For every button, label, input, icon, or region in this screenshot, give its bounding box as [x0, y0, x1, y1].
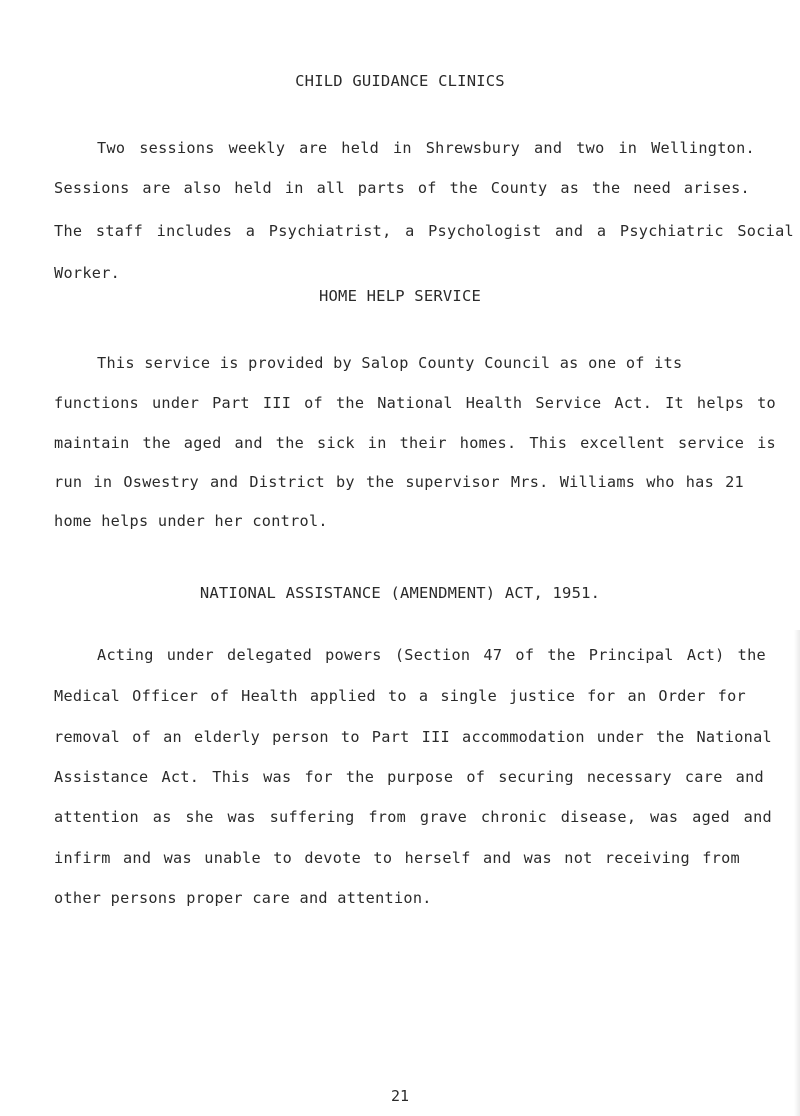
paragraph-line: Assistance Act. This was for the purpose of securing necessary care and: [54, 768, 764, 786]
paragraph-line: attention as she was suffering from grave chronic disease, was aged and: [54, 808, 772, 826]
paragraph-line: functions under Part III of the National Health Service Act. It helps to: [54, 394, 776, 412]
paragraph-line: The staff includes a Psychiatrist, a Psychologist and a Psychiatric Social: [54, 222, 794, 240]
paragraph-line: Sessions are also held in all parts of the County as the need arises.: [54, 179, 750, 197]
section-heading-home-help: HOME HELP SERVICE: [318, 287, 482, 305]
paragraph-line: home helps under her control.: [54, 512, 328, 530]
paragraph-line: This service is provided by Salop County Council as one of its: [97, 354, 683, 372]
page-number: 21: [390, 1087, 410, 1105]
paragraph-line: other persons proper care and attention.: [54, 889, 432, 907]
paragraph-line: maintain the aged and the sick in their homes. This excellent service is: [54, 434, 776, 452]
paragraph-line: run in Oswestry and District by the supervisor Mrs. Williams who has 21: [54, 473, 744, 491]
scan-edge-shadow: [794, 630, 800, 1116]
section-heading-national-assistance: NATIONAL ASSISTANCE (AMENDMENT) ACT, 1951.: [199, 584, 601, 602]
paragraph-line: removal of an elderly person to Part III accommodation under the National: [54, 728, 772, 746]
paragraph-line: Medical Officer of Health applied to a single justice for an Order for: [54, 687, 746, 705]
paragraph-line: Worker.: [54, 264, 121, 282]
section-heading-child-guidance: CHILD GUIDANCE CLINICS: [295, 72, 505, 90]
paragraph-line: Two sessions weekly are held in Shrewsbury and two in Wellington.: [97, 139, 755, 157]
paragraph-line: infirm and was unable to devote to herself and was not receiving from: [54, 849, 740, 867]
paragraph-line: Acting under delegated powers (Section 47 of the Principal Act) the: [97, 646, 766, 664]
